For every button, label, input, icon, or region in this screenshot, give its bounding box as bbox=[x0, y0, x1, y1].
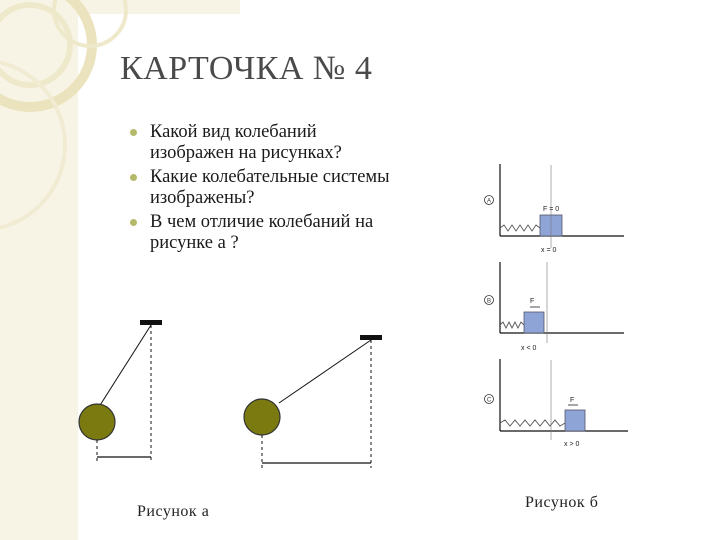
displacement-label: x > 0 bbox=[564, 441, 580, 448]
block bbox=[524, 312, 544, 333]
spring-panel-b bbox=[485, 262, 625, 352]
force-label: F bbox=[570, 397, 575, 404]
force-label: F bbox=[530, 298, 535, 305]
panel-letter: A bbox=[486, 198, 492, 205]
spring-icon bbox=[500, 420, 565, 426]
spring-panel-c bbox=[485, 359, 629, 448]
spring-panel-a bbox=[485, 164, 625, 254]
force-label: F = 0 bbox=[543, 206, 560, 213]
displacement-label: x = 0 bbox=[541, 247, 557, 254]
question-text: В чем отличие колебаний на рисунке а ? bbox=[150, 212, 374, 253]
figure-b-caption: Рисунок б bbox=[525, 494, 599, 511]
panel-letter: C bbox=[486, 397, 492, 404]
question-text: Какой вид колебаний изображен на рисунках? bbox=[150, 122, 342, 163]
panel-letter: B bbox=[486, 298, 492, 305]
spring-icon bbox=[500, 225, 540, 231]
displacement-label: x < 0 bbox=[521, 345, 537, 352]
question-text: Какие колебательные системы изображены? bbox=[150, 167, 390, 208]
figure-a-caption: Рисунок а bbox=[137, 503, 210, 520]
spring-icon bbox=[500, 322, 524, 328]
block bbox=[565, 410, 585, 431]
slide-title: КАРТОЧКА № 4 bbox=[120, 50, 373, 87]
